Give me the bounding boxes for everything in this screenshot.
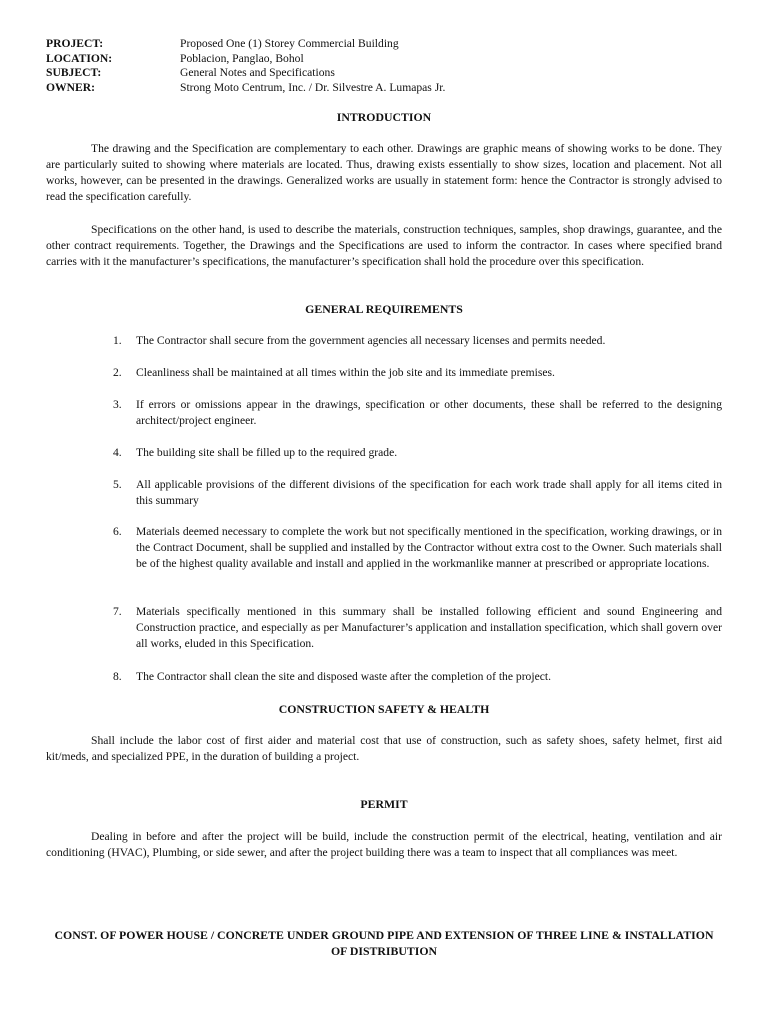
owner-label: OWNER: — [46, 80, 95, 94]
document-header — [46, 37, 445, 95]
requirement-item — [113, 669, 722, 685]
requirement-number: 8. — [113, 670, 122, 683]
requirement-text: Materials deemed necessary to complete the work but not specifically mentioned in the specification, working drawings, or in the Contract Document, shall be supplied and installed by the Contractor without extra cost to the Owner. Such materials shall be of the highest quality available and install and applied in the workmanlike manner at prescribed or appropriate locations. — [136, 525, 722, 570]
owner-row — [46, 81, 445, 96]
permit-paragraph: Dealing in before and after the project will be build, include the construction permit of the electrical, heating, ventilation and air conditioning (HVAC), Plumbing, or side sewer, and after the project building there was a team to inspect that all compliances was meet. — [46, 830, 722, 859]
safety-heading: CONSTRUCTION SAFETY & HEALTH — [278, 702, 490, 716]
requirement-item — [113, 477, 722, 509]
owner-value: Strong Moto Centrum, Inc. / Dr. Silvestre A. Lumapas Jr. — [180, 80, 446, 94]
requirement-text: The Contractor shall secure from the government agencies all necessary licenses and permits needed. — [136, 334, 606, 347]
requirement-text: Cleanliness shall be maintained at all times within the job site and its immediate premises. — [136, 366, 555, 379]
requirement-number: 2. — [113, 366, 122, 379]
project-label: PROJECT: — [46, 37, 104, 50]
requirement-item — [113, 445, 722, 461]
location-label: LOCATION: — [46, 51, 113, 65]
subject-value: General Notes and Specifications — [180, 66, 335, 79]
requirement-item — [113, 365, 722, 381]
requirement-text: The building site shall be filled up to the required grade. — [136, 446, 398, 459]
general-requirements-heading: GENERAL REQUIREMENTS — [305, 302, 463, 316]
project-value: Proposed One (1) Storey Commercial Building — [180, 37, 399, 50]
requirement-item — [113, 333, 722, 349]
requirement-number: 3. — [113, 398, 122, 411]
requirement-text: If errors or omissions appear in the drawings, specification or other documents, these shall be referred to the designing architect/project engineer. — [136, 398, 722, 427]
subject-label: SUBJECT: — [46, 66, 102, 79]
requirement-item — [113, 524, 722, 572]
project-row — [46, 37, 445, 52]
permit-heading: PERMIT — [360, 797, 408, 811]
requirement-number: 1. — [113, 334, 122, 347]
requirement-item — [113, 604, 722, 652]
subject-row — [46, 66, 445, 81]
power-house-heading: CONST. OF POWER HOUSE / CONCRETE UNDER GROUND PIPE AND EXTENSION OF THREE LINE & INSTALLATION OF DISTRIBUTION — [54, 928, 714, 958]
requirement-text: Materials specifically mentioned in this summary shall be installed following efficient and sound Engineering and Construction practice, and especially as per Manufacturer’s application and installation specification, which shall govern over all works, eluded in this Specification. — [136, 605, 722, 650]
introduction-paragraph-2: Specifications on the other hand, is used to describe the materials, construction techniques, samples, shop drawings, guarantee, and the other contract requirements. Together, the Drawings and the Specifications are used to inform the contractor. In cases where specified brand carries with it the manufacturer’s specifications, the manufacturer’s specification shall hold the procedure over this specification. — [46, 223, 722, 268]
requirement-number: 7. — [113, 605, 122, 618]
requirement-text: The Contractor shall clean the site and disposed waste after the completion of the project. — [136, 670, 551, 683]
location-value: Poblacion, Panglao, Bohol — [180, 51, 304, 65]
safety-paragraph: Shall include the labor cost of first aider and material cost that use of construction, such as safety shoes, safety helmet, first aid kit/meds, and specialized PPE, in the duration of building a project. — [46, 734, 722, 763]
requirement-item — [113, 397, 722, 429]
introduction-heading: INTRODUCTION — [336, 110, 432, 124]
requirement-number: 5. — [113, 478, 122, 491]
requirement-number: 6. — [113, 525, 122, 538]
location-row — [46, 52, 445, 67]
requirement-text: All applicable provisions of the different divisions of the specification for each work trade shall apply for all items cited in this summary — [136, 478, 722, 507]
introduction-paragraph-1: The drawing and the Specification are complementary to each other. Drawings are graphic means of showing works to be done. They are particularly suited to showing where materials are located. Thus, drawing exists essentially to show sizes, location and placement. Not all works, however, can be presented in the drawings. Generalized works are usually in statement form: hence the Contractor is strongly advised to read the specification carefully. — [46, 142, 722, 203]
requirement-number: 4. — [113, 446, 122, 459]
